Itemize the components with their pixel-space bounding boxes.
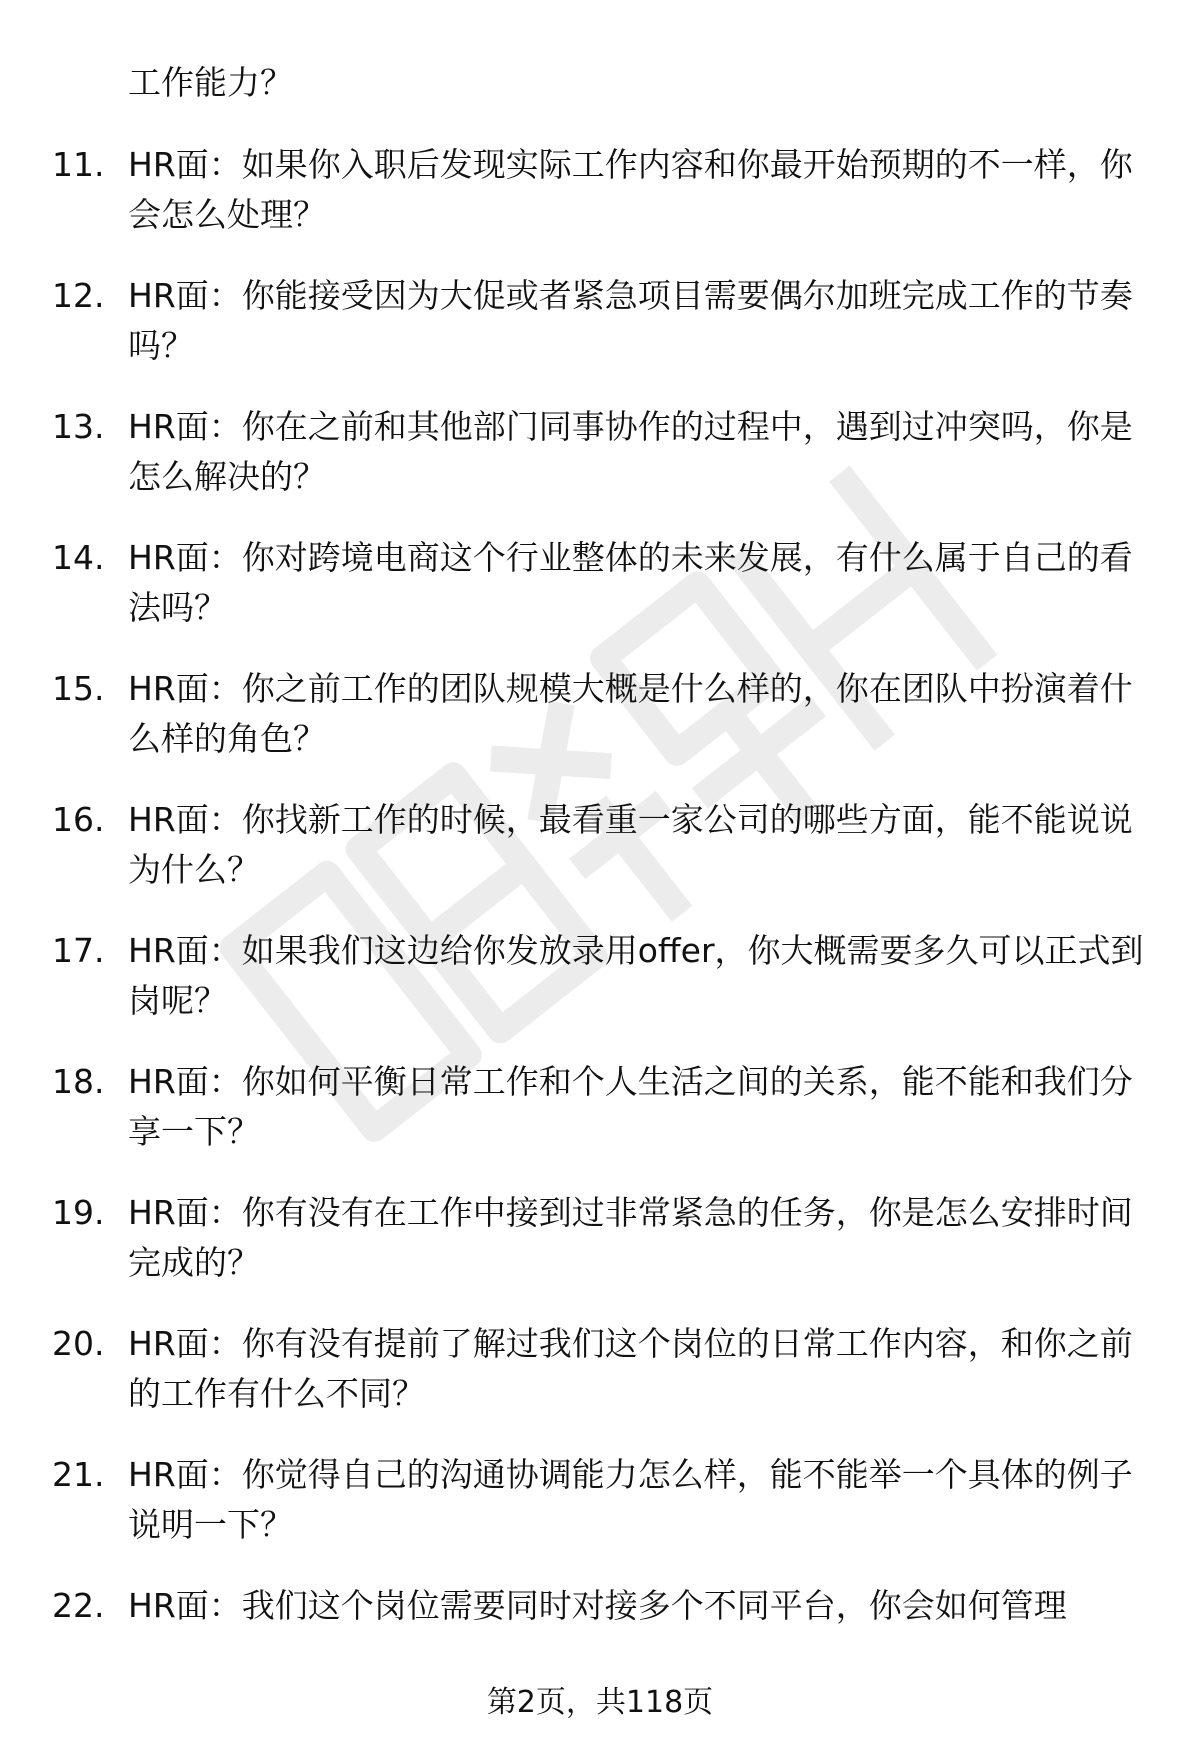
list-item	[0, 664, 1200, 795]
question-number: 11.	[52, 145, 105, 184]
list-item	[0, 271, 1200, 402]
question-text: HR面：你对跨境电商这个行业整体的未来发展，有什么属于自己的看法吗？	[128, 538, 1133, 627]
list-item	[0, 1057, 1200, 1188]
question-text: HR面：你找新工作的时候，最看重一家公司的哪些方面，能不能说说为什么？	[128, 800, 1133, 889]
list-item	[0, 1319, 1200, 1450]
question-number: 14.	[52, 538, 105, 577]
question-text: HR面：你有没有提前了解过我们这个岗位的日常工作内容，和你之前的工作有什么不同？	[128, 1324, 1133, 1413]
continuation-text: 工作能力？	[128, 63, 293, 102]
question-text: HR面：你之前工作的团队规模大概是什么样的，你在团队中扮演着什么样的角色？	[128, 669, 1133, 758]
page-footer: 第2页，共118页	[486, 1685, 714, 1720]
question-number: 22.	[52, 1586, 105, 1625]
question-number: 20.	[52, 1324, 105, 1363]
question-text: HR面：你能接受因为大促或者紧急项目需要偶尔加班完成工作的节奏吗？	[128, 276, 1133, 365]
question-number: 12.	[52, 276, 105, 315]
question-number: 15.	[52, 669, 105, 708]
question-number: 21.	[52, 1455, 105, 1494]
question-text: HR面：我们这个岗位需要同时对接多个不同平台，你会如何管理	[128, 1586, 1067, 1625]
question-text: HR面：你有没有在工作中接到过非常紧急的任务，你是怎么安排时间完成的？	[128, 1193, 1133, 1282]
question-text: HR面：你如何平衡日常工作和个人生活之间的关系，能不能和我们分享一下？	[128, 1062, 1133, 1151]
list-item	[0, 140, 1200, 271]
list-item	[0, 795, 1200, 926]
list-item	[0, 1188, 1200, 1319]
list-item	[0, 1450, 1200, 1581]
list-item	[0, 402, 1200, 533]
question-number: 17.	[52, 931, 105, 970]
list-item	[0, 926, 1200, 1057]
question-text: HR面：如果你入职后发现实际工作内容和你最开始预期的不一样，你会怎么处理？	[128, 145, 1133, 234]
question-number: 18.	[52, 1062, 105, 1101]
question-number: 16.	[52, 800, 105, 839]
question-text: HR面：如果我们这边给你发放录用offer，你大概需要多久可以正式到岗呢？	[128, 931, 1144, 1020]
question-number: 13.	[52, 407, 105, 446]
question-list	[0, 140, 1200, 1712]
list-item	[0, 533, 1200, 664]
question-text: HR面：你在之前和其他部门同事协作的过程中，遇到过冲突吗，你是怎么解决的？	[128, 407, 1133, 496]
question-text: HR面：你觉得自己的沟通协调能力怎么样，能不能举一个具体的例子说明一下？	[128, 1455, 1133, 1544]
question-number: 19.	[52, 1193, 105, 1232]
